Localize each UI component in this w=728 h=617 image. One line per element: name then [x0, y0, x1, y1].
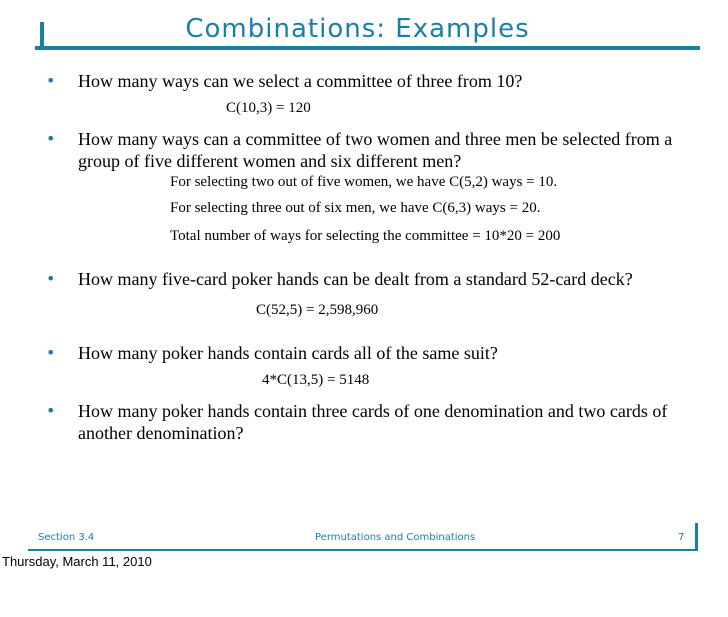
bullet-dot-icon: •	[46, 343, 56, 362]
footer-accent-bar	[695, 523, 698, 551]
footer-section: Section 3.4	[38, 532, 95, 543]
date-caption: Thursday, March 11, 2010	[2, 554, 152, 569]
bullet-question: How many poker hands contain cards all of the same suit?	[78, 343, 498, 363]
bullet-dot-icon: •	[46, 71, 56, 90]
footer-topic: Permutations and Combinations	[315, 532, 476, 543]
title-underline	[35, 46, 700, 50]
bullet-dot-icon: •	[46, 269, 56, 288]
bullet-question: How many ways can we select a committee of three from 10?	[78, 71, 523, 91]
bullet-dot-icon: •	[46, 129, 56, 148]
slide-title: Combinations: Examples	[185, 14, 530, 44]
bullet-dot-icon: •	[46, 401, 56, 420]
footer-rule	[28, 549, 698, 551]
footer-page-number: 7	[678, 532, 685, 543]
bullet-question: How many poker hands contain three cards of one denomination and two cards of another denomination?	[78, 401, 668, 443]
answer-line: 4*C(13,5) = 5148	[262, 372, 370, 388]
answer-line: C(10,3) = 120	[226, 100, 311, 116]
answer-line: C(52,5) = 2,598,960	[256, 302, 379, 318]
answer-line: For selecting three out of six men, we have C(6,3) ways = 20.	[170, 200, 541, 216]
bullet-question: How many ways can a committee of two women and three men be selected from a group of five different women and six different men?	[78, 129, 673, 171]
answer-line: Total number of ways for selecting the committee = 10*20 = 200	[170, 228, 561, 244]
answer-line: For selecting two out of five women, we have C(5,2) ways = 10.	[170, 174, 558, 190]
bullet-question: How many five-card poker hands can be dealt from a standard 52-card deck?	[78, 269, 633, 289]
